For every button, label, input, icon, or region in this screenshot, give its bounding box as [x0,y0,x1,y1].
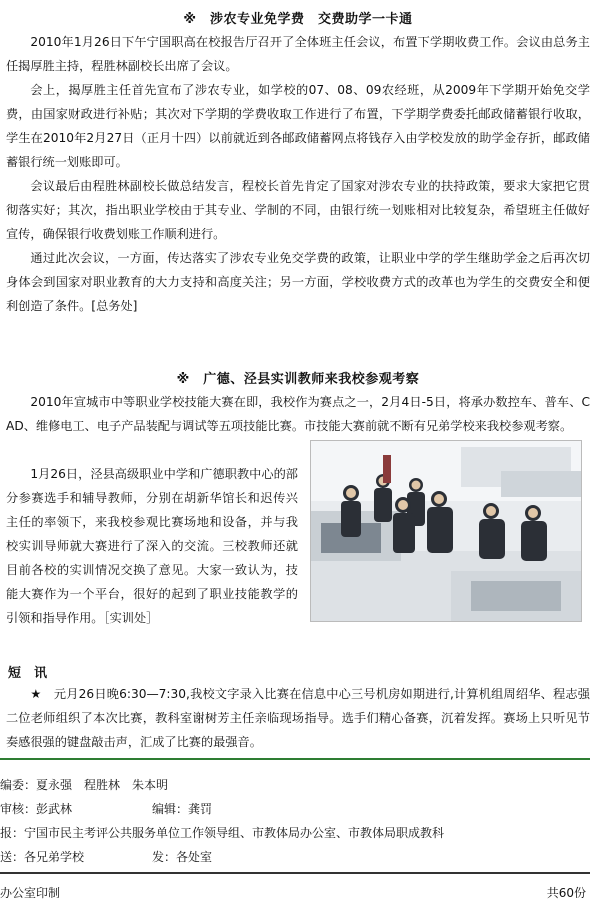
article2-paragraph-1: 2010年宣城市中等职业学校技能大赛在即，我校作为赛点之一，2月4日-5日，将承办数控车、普车、CAD、维修电工、电子产品装配与调试等五项技能比赛。市技能大赛前就不断有兄弟学校来我校参观考察。 [6,395,590,433]
divider-bottom [0,872,590,874]
divider-top [0,758,590,760]
footer-printer: 办公室印制 [0,886,61,900]
reviewer-line: 审核：彭武林 [0,802,73,816]
footer-copies: 共60份 [546,886,586,900]
article1-title: ※ 涉农专业免学费 交费助学一卡通 [183,12,413,27]
article1-paragraph-3: 会议最后由程胜林副校长做总结发言，程校长首先肯定了国家对涉农专业的扶持政策，要求大家把它贯彻落实好；其次，指出职业学校由于其专业、学制的不同，由银行统一划账相对比较复杂，希望班主任做好宣传，确保银行收费划账工作顺利进行。 [6,179,590,241]
article1-paragraph-2: 会上，揭厚胜主任首先宣布了涉农专业，如学校的07、08、09农经班，从2009年下学期开始免交学费，由国家财政进行补贴；其次对下学期的学费收取工作进行了布置，下学期学费委托邮政储蓄银行收取，学生在2010年2月27日（正月十四）以前就近到各邮政储蓄网点将钱存入由学校发放的助学金存折，邮政储蓄银行统一划账即可。 [6,83,590,169]
editor-line: 编辑：龚罚 [152,802,213,816]
article2-paragraph-2: 1月26日，泾县高级职业中学和广德职教中心的部分参赛选手和辅导教师，分别在胡新华馆长和迟传兴主任的率领下，来我校参观比赛场地和设备，并与我校实训导师就大赛进行了深入的交流。三校教师还就目前各校的实训情况交换了意见。大家一致认为，技能大赛作为一个平台，很好的起到了职业技能教学的引领和指导作用。［实训处］ [6,467,298,625]
news-item: ★ 元月26日晚6:30—7:30,我校文字录入比赛在信息中心三号机房如期进行,计算机组周绍华、程志强二位老师组织了本次比赛，教科室谢树芳主任亲临现场指导。选手们精心备赛，沉着发挥。赛场上只听见节奏感很强的键盘敲击声，汇成了比赛的最强音。 [6,687,590,749]
classroom-photo [310,440,582,622]
editors-line: 编委：夏永强 程胜林 朱本明 [0,778,169,792]
report-line: 报：宁国市民主考评公共服务单位工作领导组、市教体局办公室、市教体局职成教科 [0,826,445,840]
article1-paragraph-4: 通过此次会议，一方面，传达落实了涉农专业免交学费的政策，让职业中学的学生继助学金之后再次切身体会到国家对职业教育的大力支持和高度关注；另一方面，学校收费方式的改革也为学生的交费安全和便利创造了条件。[总务处] [6,251,590,313]
article2-title: ※ 广德、泾县实训教师来我校参观考察 [176,372,420,387]
article1-paragraph-1: 2010年1月26日下午宁国职高在校报告厅召开了全体班主任会议，布置下学期收费工作。会议由总务主任揭厚胜主持，程胜林副校长出席了会议。 [6,35,590,73]
send-line: 送：各兄弟学校 [0,850,85,864]
news-heading: 短 讯 [8,666,48,681]
send2-line: 发：各处室 [152,850,213,864]
